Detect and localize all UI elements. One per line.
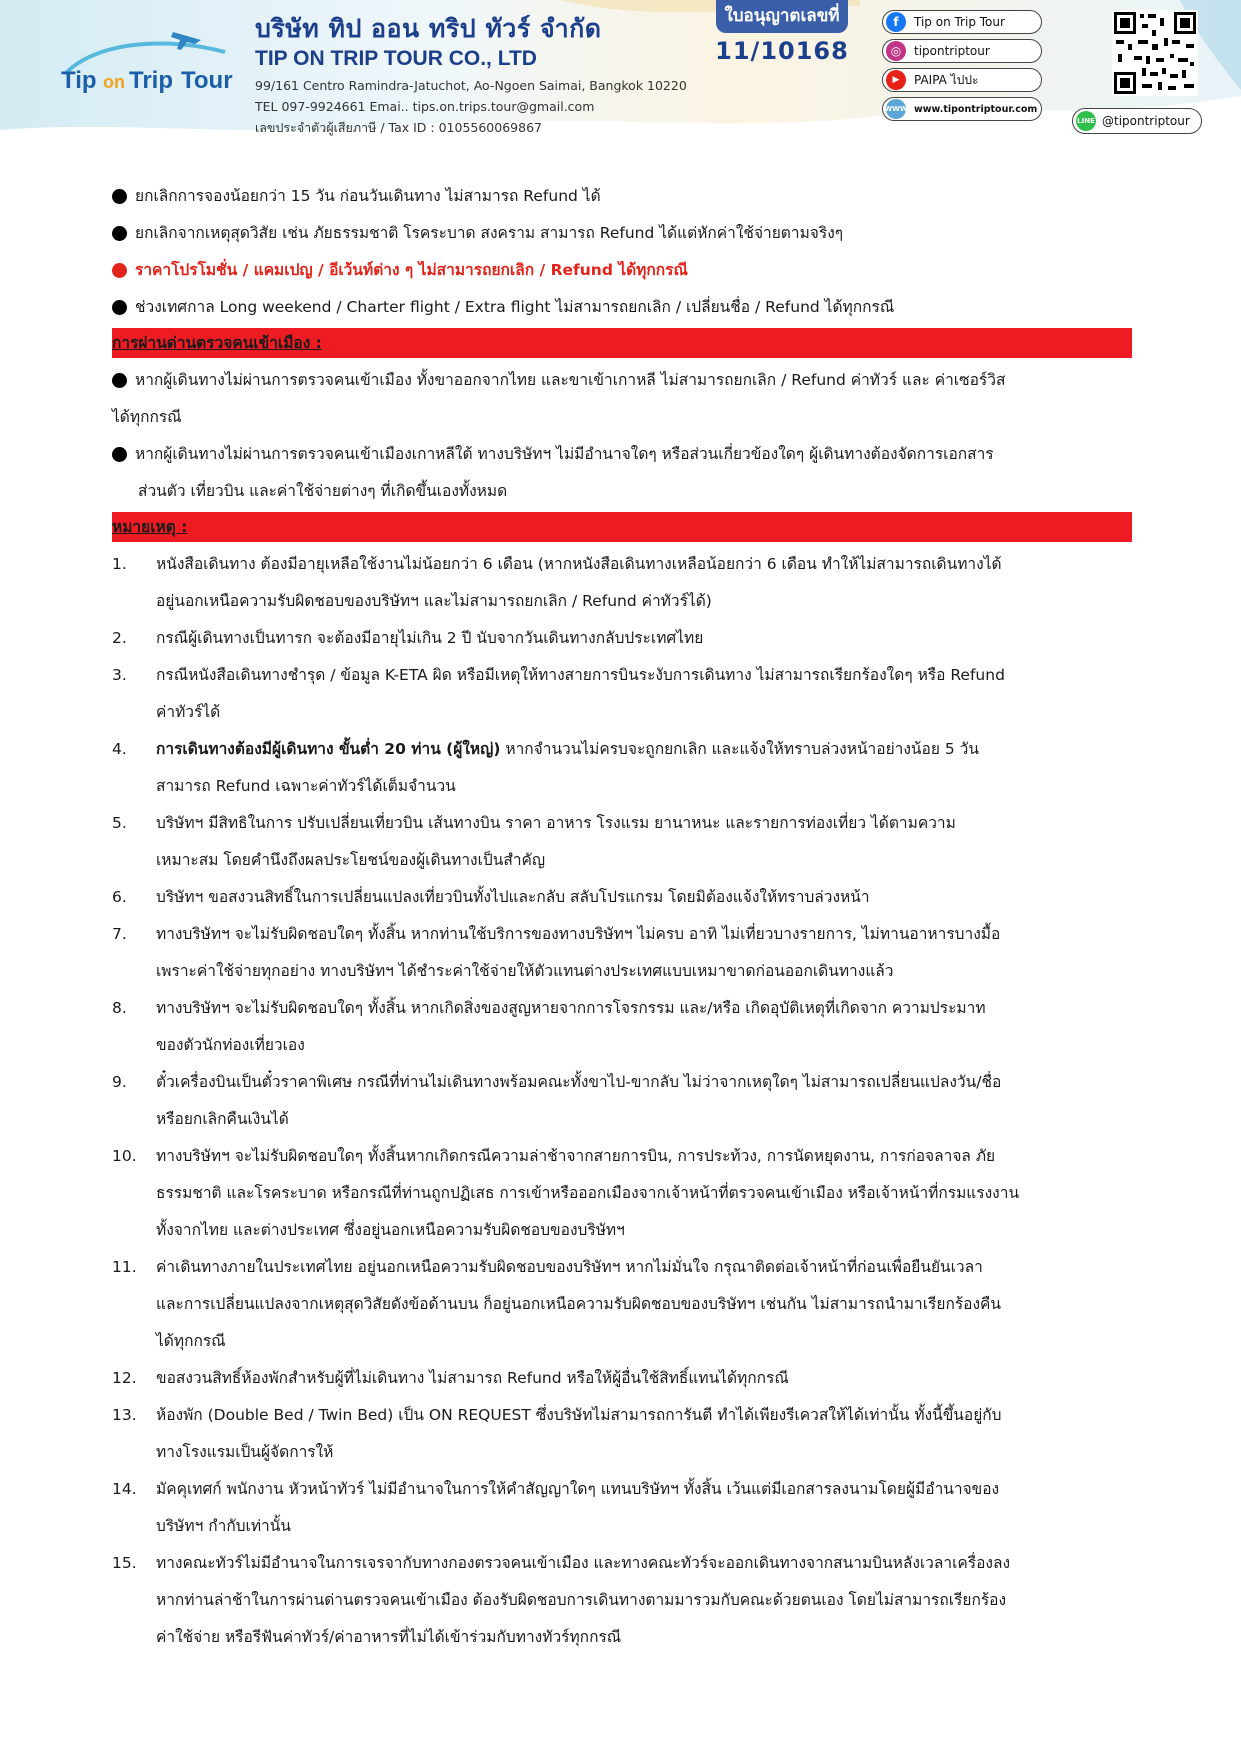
facebook-link[interactable] — [882, 10, 1042, 34]
remark-number: 5. — [112, 814, 127, 832]
remark-item — [112, 1360, 1132, 1397]
remark-line: บริษัทฯ ขอสงวนสิทธิ์ในการเปลี่ยนแปลงเที่ยวบินทั้งไปและกลับ สลับโปรแกรม โดยมิต้องแจ้งให้ทราบล่วงหน้า — [156, 888, 870, 906]
youtube-icon: ▶ — [886, 70, 906, 90]
remark-text — [156, 620, 1132, 657]
remark-line: ทางโรงแรมเป็นผู้จัดการให้ — [156, 1443, 334, 1461]
instagram-icon: ◎ — [886, 41, 906, 61]
remark-text — [156, 1360, 1132, 1397]
remark-text — [156, 879, 1132, 916]
remark-text — [156, 1545, 1132, 1656]
remark-line: ของตัวนักท่องเที่ยวเอง — [156, 1036, 305, 1054]
remark-bold-text: การเดินทางต้องมีผู้เดินทาง ขั้นต่ำ 20 ท่าน (ผู้ใหญ่) — [156, 740, 501, 758]
remark-text — [156, 731, 1132, 805]
remark-line: หนังสือเดินทาง ต้องมีอายุเหลือใช้งานไม่น้อยกว่า 6 เดือน (หากหนังสือเดินทางเหลือน้อยกว่า 6 เดือน ทำให้ไม่สามารถเดินทางได้ — [156, 555, 1002, 573]
remark-item — [112, 546, 1132, 620]
cancel-bullet: ยกเลิกจากเหตุสุดวิสัย เช่น ภัยธรรมชาติ โรคระบาด สงคราม สามารถ Refund ได้แต่หักค่าใช้จ่ายตามจริงๆ — [112, 215, 1132, 252]
line-icon: LINE — [1076, 111, 1096, 131]
company-info — [255, 14, 715, 135]
line-link[interactable] — [1072, 108, 1202, 134]
remark-number: 9. — [112, 1073, 127, 1091]
social-links — [882, 10, 1042, 126]
remark-line: ทางบริษัทฯ จะไม่รับผิดชอบใดๆ ทั้งสิ้น หากท่านใช้บริการของทางบริษัทฯ ไม่ครบ อาทิ ไม่เที่ยวบางรายการ, ไม่ทานอาหารบางมื้อ — [156, 925, 1001, 943]
remark-number: 13. — [112, 1406, 137, 1424]
remark-number: 4. — [112, 740, 127, 758]
remark-line: กรณีหนังสือเดินทางชำรุด / ข้อมูล K-ETA ผิด หรือมีเหตุให้ทางสายการบินระงับการเดินทาง ไม่สามารถเรียกร้องใดๆ หรือ Refund — [156, 666, 1005, 684]
remarks-list — [112, 546, 1132, 1656]
remark-line: มัคคุเทศก์ พนักงาน หัวหน้าทัวร์ ไม่มีอำนาจในการให้คำสัญญาใดๆ แทนบริษัทฯ ทั้งสิ้น เว้นแต่มีเอกสารลงนามโดยผู้มีอำนาจของ — [156, 1480, 1000, 1498]
remark-number: 11. — [112, 1258, 137, 1276]
remark-number: 10. — [112, 1147, 137, 1165]
immigration-bullet-continuation: ได้ทุกกรณี — [112, 408, 182, 426]
license-number: 11/10168 — [715, 37, 849, 65]
remarks-heading: หมายเหตุ : — [112, 512, 1132, 542]
remark-line: การเดินทางต้องมีผู้เดินทาง ขั้นต่ำ 20 ท่าน (ผู้ใหญ่) หากจำนวนไม่ครบจะถูกยกเลิก และแจ้งให้ทราบล่วงหน้าอย่างน้อย 5 วัน — [156, 740, 979, 758]
remark-text — [156, 1471, 1132, 1545]
bullet-dot — [112, 300, 127, 315]
remark-text — [156, 1138, 1132, 1249]
remark-number: 14. — [112, 1480, 137, 1498]
remark-number: 15. — [112, 1554, 137, 1572]
website-link[interactable] — [882, 97, 1042, 121]
remark-item — [112, 990, 1132, 1064]
line-handle: @tipontriptour — [1102, 114, 1190, 128]
remark-item — [112, 731, 1132, 805]
tip-on-trip-tour-logo — [55, 22, 235, 102]
website-url: www.tipontriptour.com — [914, 103, 1038, 115]
youtube-link[interactable] — [882, 68, 1042, 92]
cancel-bullet: ช่วงเทศกาล Long weekend / Charter flight / Extra flight ไม่สามารถยกเลิก / เปลี่ยนชื่อ / Refund ได้ทุกกรณี — [112, 289, 1132, 326]
remark-number: 3. — [112, 666, 127, 684]
remark-text — [156, 1397, 1132, 1471]
remark-item — [112, 657, 1132, 731]
immigration-bullet: หากผู้เดินทางไม่ผ่านการตรวจคนเข้าเมืองเกาหลีใต้ ทางบริษัทฯ ไม่มีอำนาจใดๆ หรือส่วนเกี่ยวข้องใดๆ ผู้เดินทางต้องจัดการเอกสาร ส่วนตัว เที่ยวบิน และค่าใช้จ่ายต่างๆ ที่เกิดขึ้นเองทั้งหมด — [112, 436, 1132, 510]
svg-text:on: on — [103, 72, 125, 92]
remark-line: ทั้งจากไทย และต่างประเทศ ซึ่งอยู่นอกเหนือความรับผิดชอบของบริษัทฯ — [156, 1221, 625, 1239]
remark-line: ธรรมชาติ และโรคระบาด หรือกรณีที่ท่านถูกปฏิเสธ การเข้าหรือออกเมืองจากเจ้าหน้าที่ตรวจคนเข้าเมือง หรือเจ้าหน้าที่กรมแรงงาน — [156, 1184, 1020, 1202]
instagram-link[interactable] — [882, 39, 1042, 63]
remark-line: ตั๋วเครื่องบินเป็นตั๋วราคาพิเศษ กรณีที่ท่านไม่เดินทางพร้อมคณะทั้งขาไป-ขากลับ ไม่ว่าจากเหตุใดๆ ไม่สามารถเปลี่ยนแปลงวัน/ชื่อ — [156, 1073, 1002, 1091]
remark-item — [112, 1138, 1132, 1249]
remark-line: เหมาะสม โดยคำนึงถึงผลประโยชน์ของผู้เดินทางเป็นสำคัญ — [156, 851, 546, 869]
remark-item — [112, 1397, 1132, 1471]
letterhead — [0, 0, 1241, 140]
company-address: 99/161 Centro Ramindra-Jatuchot, Ao-Ngoen Saimai, Bangkok 10220 — [255, 78, 687, 93]
qr-code — [1112, 10, 1198, 96]
remark-text — [156, 805, 1132, 879]
remark-text — [156, 1064, 1132, 1138]
remark-line: ทางบริษัทฯ จะไม่รับผิดชอบใดๆ ทั้งสิ้น หากเกิดสิ่งของสูญหายจากการโจรกรรม และ/หรือ เกิดอุบัติเหตุที่เกิดจาก ความประมาท — [156, 999, 986, 1017]
remark-number: 2. — [112, 629, 127, 647]
remark-text — [156, 657, 1132, 731]
remark-line: กรณีผู้เดินทางเป็นทารก จะต้องมีอายุไม่เกิน 2 ปี นับจากวันเดินทางกลับประเทศไทย — [156, 629, 704, 647]
remark-item — [112, 879, 1132, 916]
bullet-dot — [112, 373, 127, 388]
remark-line: ทางคณะทัวร์ไม่มีอำนาจในการเจรจากับทางกองตรวจคนเข้าเมือง และทางคณะทัวร์จะออกเดินทางจากสนามบินหลังเวลาเครื่องลง — [156, 1554, 1011, 1572]
remark-number: 8. — [112, 999, 127, 1017]
remark-line: อยู่นอกเหนือความรับผิดชอบของบริษัทฯ และไม่สามารถยกเลิก / Refund ค่าทัวร์ได้) — [156, 592, 712, 610]
company-contact: TEL 097-9924661 Emai.. tips.on.trips.tour@gmail.com — [255, 99, 595, 114]
youtube-channel: PAIPA ไปปะ — [914, 72, 979, 87]
facebook-handle: Tip on Trip Tour — [914, 15, 1005, 29]
instagram-handle: tipontriptour — [914, 44, 990, 58]
bullet-dot — [112, 226, 127, 241]
remark-line: ค่าใช้จ่าย หรือรีฟันค่าทัวร์/ค่าอาหารที่ไม่ได้เข้าร่วมกับทางทัวร์ทุกกรณี — [156, 1628, 622, 1646]
remark-line: สามารถ Refund เฉพาะค่าทัวร์ได้เต็มจำนวน — [156, 777, 456, 795]
remark-number: 7. — [112, 925, 127, 943]
company-name-english: TIP ON TRIP TOUR CO., LTD — [255, 47, 537, 70]
document-body — [112, 178, 1132, 1656]
facebook-icon: f — [886, 12, 906, 32]
remark-line: ค่าเดินทางภายในประเทศไทย อยู่นอกเหนือความรับผิดชอบของบริษัทฯ หากไม่มั่นใจ กรุณาติดต่อเจ้าหน้าที่ก่อนเพื่อยืนยันเวลา — [156, 1258, 983, 1276]
immigration-bullet: หากผู้เดินทางไม่ผ่านการตรวจคนเข้าเมือง ทั้งขาออกจากไทย และขาเข้าเกาหลี ไม่สามารถยกเลิก / Refund ค่าทัวร์ และ ค่าเซอร์วิส ได้ทุกกรณี — [112, 362, 1132, 436]
bullet-dot — [112, 447, 127, 462]
remark-item — [112, 916, 1132, 990]
license-label: ใบอนุญาตเลขที่ — [716, 0, 847, 33]
svg-text:Tour: Tour — [181, 67, 233, 94]
company-name-thai: บริษัท ทิป ออน ทริป ทัวร์ จำกัด — [255, 14, 602, 43]
bullet-dot — [112, 189, 127, 204]
company-tax-id: เลขประจำตัวผู้เสียภาษี / Tax ID : 0105560069867 — [255, 120, 542, 135]
remark-text — [156, 546, 1132, 620]
remark-number: 6. — [112, 888, 127, 906]
remark-line: เพราะค่าใช้จ่ายทุกอย่าง ทางบริษัทฯ ได้ชำระค่าใช้จ่ายให้ตัวแทนต่างประเทศแบบเหมาขาดก่อนออกเดินทางแล้ว — [156, 962, 894, 980]
remark-line: ห้องพัก (Double Bed / Twin Bed) เป็น ON REQUEST ซึ่งบริษัทไม่สามารถการันตี ทำได้เพียงรีเควสให้ได้เท่านั้น ทั้งนี้ขึ้นอยู่กับ — [156, 1406, 1002, 1424]
remark-line: บริษัทฯ กำกับเท่านั้น — [156, 1517, 291, 1535]
remark-text — [156, 990, 1132, 1064]
remark-item — [112, 620, 1132, 657]
remark-line: ได้ทุกกรณี — [156, 1332, 226, 1350]
remark-line: และการเปลี่ยนแปลงจากเหตุสุดวิสัยดังข้อด้านบน ก็อยู่นอกเหนือความรับผิดชอบของบริษัทฯ เช่นกัน ไม่สามารถนำมาเรียกร้องคืน — [156, 1295, 1001, 1313]
remark-line: ค่าทัวร์ได้ — [156, 703, 221, 721]
remark-number: 12. — [112, 1369, 137, 1387]
license-block — [692, 0, 872, 65]
svg-text:Tip: Tip — [61, 67, 97, 94]
globe-icon: WWW — [886, 99, 906, 119]
immigration-heading: การผ่านด่านตรวจคนเข้าเมือง : — [112, 328, 1132, 358]
remark-number: 1. — [112, 555, 127, 573]
remark-line: ขอสงวนสิทธิ์ห้องพักสำหรับผู้ที่ไม่เดินทาง ไม่สามารถ Refund หรือให้ผู้อื่นใช้สิทธิ์แทนได้ทุกกรณี — [156, 1369, 789, 1387]
bullet-dot — [112, 263, 127, 278]
remark-line: หากท่านล่าช้าในการผ่านด่านตรวจคนเข้าเมือง ต้องรับผิดชอบการเดินทางตามมารวมกับคณะด้วยตนเอง โดยไม่สามารถเรียกร้อง — [156, 1591, 1007, 1609]
remark-item — [112, 1249, 1132, 1360]
remark-item — [112, 1471, 1132, 1545]
remark-text — [156, 1249, 1132, 1360]
remark-item — [112, 1545, 1132, 1656]
immigration-bullet-continuation: ส่วนตัว เที่ยวบิน และค่าใช้จ่ายต่างๆ ที่เกิดขึ้นเองทั้งหมด — [138, 482, 508, 500]
remark-item — [112, 805, 1132, 879]
promo-warning-bullet: ราคาโปรโมชั่น / แคมเปญ / อีเว้นท์ต่าง ๆ ไม่สามารถยกเลิก / Refund ได้ทุกกรณี — [112, 252, 1132, 289]
remark-text — [156, 916, 1132, 990]
remark-line: บริษัทฯ มีสิทธิในการ ปรับเปลี่ยนเที่ยวบิน เส้นทางบิน ราคา อาหาร โรงแรม ยานาหนะ และรายการท่องเที่ยว ได้ตามความ — [156, 814, 956, 832]
remark-item — [112, 1064, 1132, 1138]
remark-line: หรือยกเลิกคืนเงินได้ — [156, 1110, 289, 1128]
cancel-bullet: ยกเลิกการจองน้อยกว่า 15 วัน ก่อนวันเดินทาง ไม่สามารถ Refund ได้ — [112, 178, 1132, 215]
remark-line: ทางบริษัทฯ จะไม่รับผิดชอบใดๆ ทั้งสิ้นหากเกิดกรณีความล่าช้าจากสายการบิน, การประท้วง, การนัดหยุดงาน, การก่อจลาจล ภัย — [156, 1147, 996, 1165]
svg-text:Trip: Trip — [129, 67, 174, 94]
